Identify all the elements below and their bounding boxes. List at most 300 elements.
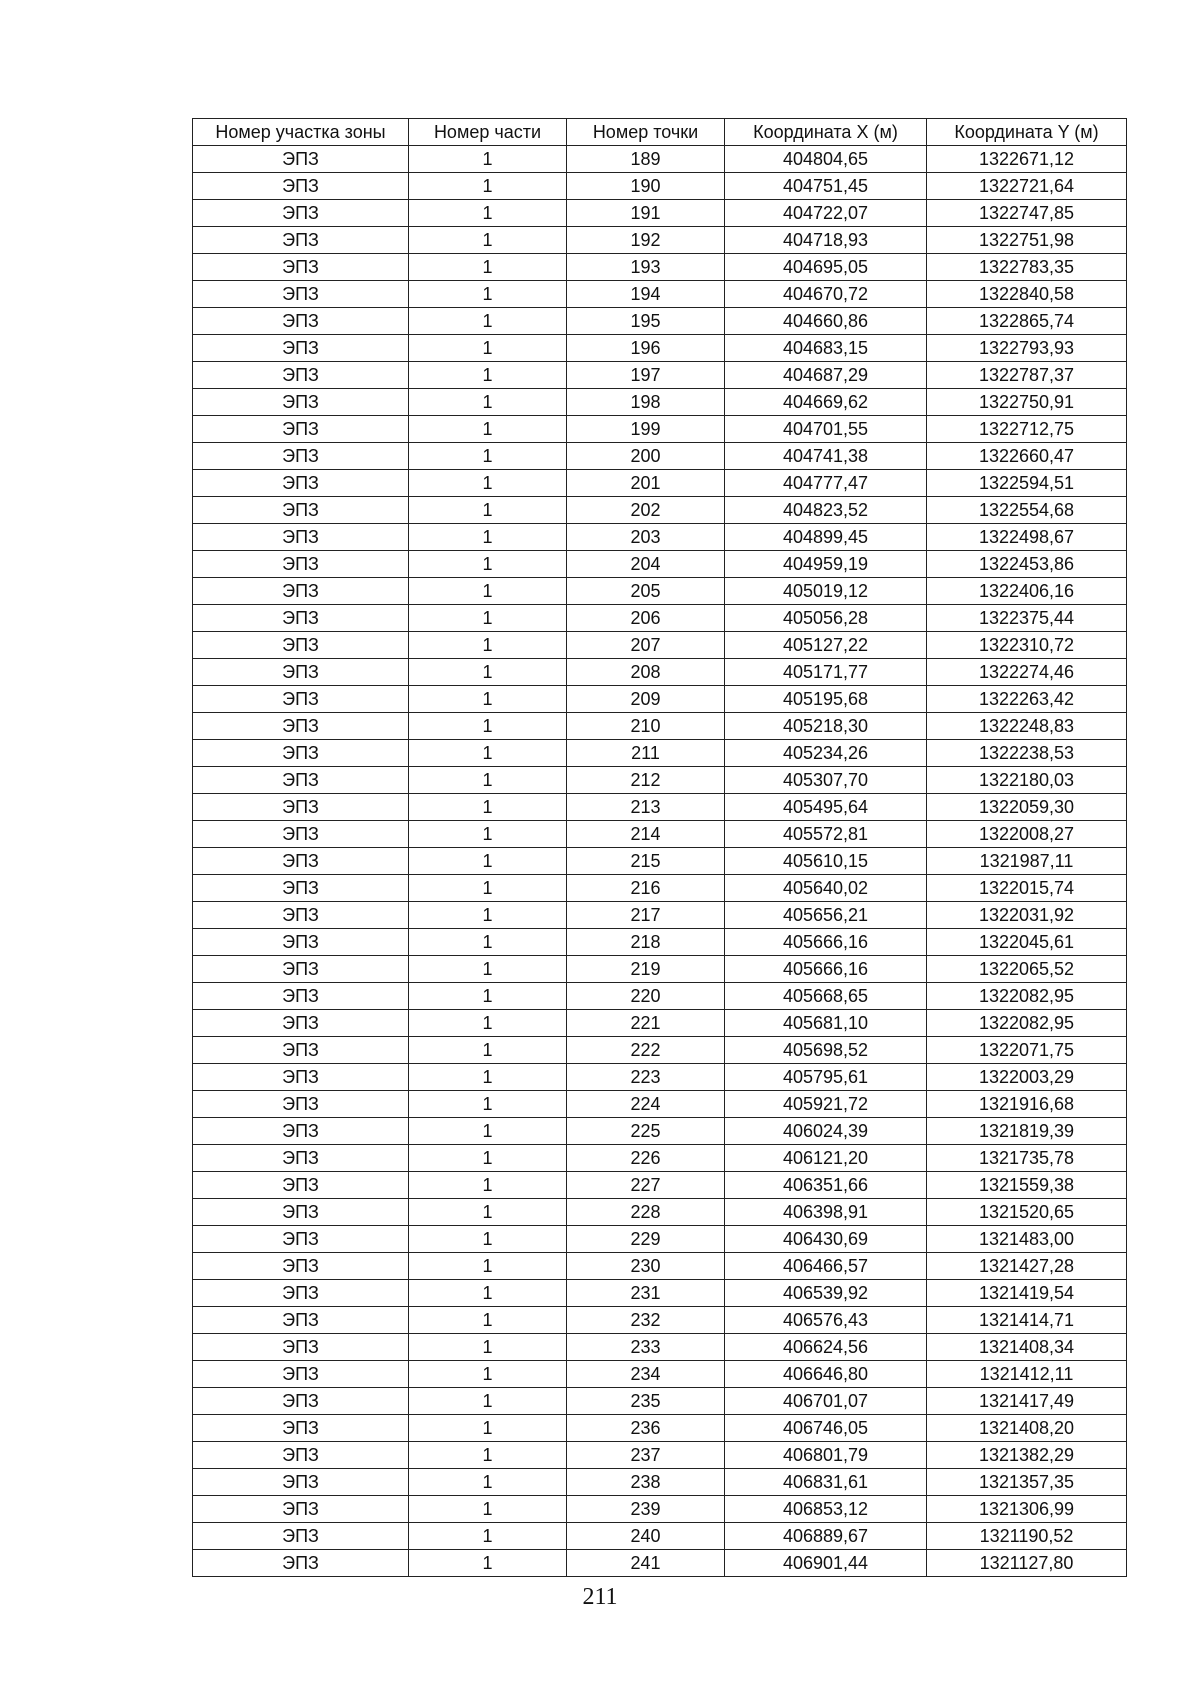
zone-section-cell: ЭПЗ: [193, 1415, 409, 1442]
coordinate-x-cell: 406576,43: [725, 1307, 927, 1334]
part-number-cell: 1: [409, 389, 567, 416]
point-number-cell: 212: [567, 767, 725, 794]
header-coordinate-y: Координата Y (м): [927, 119, 1127, 146]
point-number-cell: 189: [567, 146, 725, 173]
table-row: [193, 497, 1127, 524]
coordinate-x-cell: 405668,65: [725, 983, 927, 1010]
point-number-cell: 232: [567, 1307, 725, 1334]
coordinate-y-cell: 1321190,52: [927, 1523, 1127, 1550]
part-number-cell: 1: [409, 443, 567, 470]
table-row: [193, 1496, 1127, 1523]
coordinate-y-cell: 1322082,95: [927, 983, 1127, 1010]
coordinate-x-cell: 404670,72: [725, 281, 927, 308]
table-row: [193, 821, 1127, 848]
coordinate-y-cell: 1322248,83: [927, 713, 1127, 740]
coordinate-y-cell: 1322498,67: [927, 524, 1127, 551]
part-number-cell: 1: [409, 1523, 567, 1550]
zone-section-cell: ЭПЗ: [193, 1442, 409, 1469]
point-number-cell: 214: [567, 821, 725, 848]
coordinate-y-cell: 1322660,47: [927, 443, 1127, 470]
part-number-cell: 1: [409, 1253, 567, 1280]
coordinate-x-cell: 405795,61: [725, 1064, 927, 1091]
point-number-cell: 230: [567, 1253, 725, 1280]
zone-section-cell: ЭПЗ: [193, 200, 409, 227]
coordinate-y-cell: 1322065,52: [927, 956, 1127, 983]
point-number-cell: 211: [567, 740, 725, 767]
coordinate-y-cell: 1322015,74: [927, 875, 1127, 902]
part-number-cell: 1: [409, 1064, 567, 1091]
table-row: [193, 200, 1127, 227]
point-number-cell: 195: [567, 308, 725, 335]
coordinate-x-cell: 404899,45: [725, 524, 927, 551]
coordinate-y-cell: 1322071,75: [927, 1037, 1127, 1064]
table-row: [193, 254, 1127, 281]
point-number-cell: 201: [567, 470, 725, 497]
table-row: [193, 389, 1127, 416]
table-row: [193, 605, 1127, 632]
table-row: [193, 1118, 1127, 1145]
part-number-cell: 1: [409, 794, 567, 821]
coordinate-x-cell: 404687,29: [725, 362, 927, 389]
header-row: [193, 119, 1127, 146]
zone-section-cell: ЭПЗ: [193, 929, 409, 956]
table-row: [193, 1523, 1127, 1550]
point-number-cell: 225: [567, 1118, 725, 1145]
coordinate-x-cell: 405307,70: [725, 767, 927, 794]
part-number-cell: 1: [409, 1037, 567, 1064]
part-number-cell: 1: [409, 848, 567, 875]
zone-section-cell: ЭПЗ: [193, 1253, 409, 1280]
coordinate-x-cell: 404683,15: [725, 335, 927, 362]
coordinate-x-cell: 406024,39: [725, 1118, 927, 1145]
table-row: [193, 1550, 1127, 1577]
coordinate-y-cell: 1322750,91: [927, 389, 1127, 416]
table-row: [193, 173, 1127, 200]
zone-section-cell: ЭПЗ: [193, 713, 409, 740]
coordinate-x-cell: 405495,64: [725, 794, 927, 821]
part-number-cell: 1: [409, 1388, 567, 1415]
point-number-cell: 233: [567, 1334, 725, 1361]
point-number-cell: 237: [567, 1442, 725, 1469]
table-row: [193, 659, 1127, 686]
point-number-cell: 231: [567, 1280, 725, 1307]
table-row: [193, 1037, 1127, 1064]
zone-section-cell: ЭПЗ: [193, 605, 409, 632]
part-number-cell: 1: [409, 1442, 567, 1469]
coordinate-x-cell: 406701,07: [725, 1388, 927, 1415]
zone-section-cell: ЭПЗ: [193, 1334, 409, 1361]
part-number-cell: 1: [409, 497, 567, 524]
point-number-cell: 219: [567, 956, 725, 983]
part-number-cell: 1: [409, 1145, 567, 1172]
zone-section-cell: ЭПЗ: [193, 686, 409, 713]
table-row: [193, 1091, 1127, 1118]
point-number-cell: 196: [567, 335, 725, 362]
coordinate-x-cell: 405056,28: [725, 605, 927, 632]
point-number-cell: 223: [567, 1064, 725, 1091]
part-number-cell: 1: [409, 929, 567, 956]
coordinate-y-cell: 1322594,51: [927, 470, 1127, 497]
point-number-cell: 208: [567, 659, 725, 686]
coordinate-x-cell: 406121,20: [725, 1145, 927, 1172]
table-row: [193, 1334, 1127, 1361]
point-number-cell: 193: [567, 254, 725, 281]
coordinate-x-cell: 404823,52: [725, 497, 927, 524]
coordinate-y-cell: 1322008,27: [927, 821, 1127, 848]
coordinate-y-cell: 1321419,54: [927, 1280, 1127, 1307]
point-number-cell: 218: [567, 929, 725, 956]
zone-section-cell: ЭПЗ: [193, 524, 409, 551]
table-row: [193, 1307, 1127, 1334]
point-number-cell: 192: [567, 227, 725, 254]
part-number-cell: 1: [409, 875, 567, 902]
part-number-cell: 1: [409, 470, 567, 497]
point-number-cell: 203: [567, 524, 725, 551]
table-row: [193, 1388, 1127, 1415]
coordinate-x-cell: 405572,81: [725, 821, 927, 848]
coordinate-x-cell: 405019,12: [725, 578, 927, 605]
zone-section-cell: ЭПЗ: [193, 1145, 409, 1172]
coordinate-y-cell: 1321483,00: [927, 1226, 1127, 1253]
table-row: [193, 578, 1127, 605]
part-number-cell: 1: [409, 1118, 567, 1145]
part-number-cell: 1: [409, 416, 567, 443]
header-zone-section: Номер участка зоны: [193, 119, 409, 146]
table-row: [193, 443, 1127, 470]
point-number-cell: 222: [567, 1037, 725, 1064]
point-number-cell: 220: [567, 983, 725, 1010]
table-row: [193, 1469, 1127, 1496]
coordinate-y-cell: 1322406,16: [927, 578, 1127, 605]
table-row: [193, 1253, 1127, 1280]
table-row: [193, 551, 1127, 578]
table-row: [193, 1064, 1127, 1091]
part-number-cell: 1: [409, 1226, 567, 1253]
coordinate-y-cell: 1322865,74: [927, 308, 1127, 335]
zone-section-cell: ЭПЗ: [193, 821, 409, 848]
part-number-cell: 1: [409, 200, 567, 227]
coordinate-x-cell: 406430,69: [725, 1226, 927, 1253]
coordinate-y-cell: 1322274,46: [927, 659, 1127, 686]
zone-section-cell: ЭПЗ: [193, 1226, 409, 1253]
coordinate-y-cell: 1322721,64: [927, 173, 1127, 200]
part-number-cell: 1: [409, 659, 567, 686]
table-row: [193, 524, 1127, 551]
part-number-cell: 1: [409, 1550, 567, 1577]
coordinate-y-cell: 1322375,44: [927, 605, 1127, 632]
zone-section-cell: ЭПЗ: [193, 1469, 409, 1496]
coordinate-x-cell: 404718,93: [725, 227, 927, 254]
part-number-cell: 1: [409, 686, 567, 713]
part-number-cell: 1: [409, 605, 567, 632]
part-number-cell: 1: [409, 1415, 567, 1442]
zone-section-cell: ЭПЗ: [193, 497, 409, 524]
zone-section-cell: ЭПЗ: [193, 578, 409, 605]
coordinate-x-cell: 405218,30: [725, 713, 927, 740]
coordinate-y-cell: 1322671,12: [927, 146, 1127, 173]
part-number-cell: 1: [409, 1199, 567, 1226]
zone-section-cell: ЭПЗ: [193, 254, 409, 281]
coordinate-y-cell: 1322003,29: [927, 1064, 1127, 1091]
table-header: [193, 119, 1127, 146]
zone-section-cell: ЭПЗ: [193, 227, 409, 254]
coordinate-y-cell: 1321412,11: [927, 1361, 1127, 1388]
table-body: [193, 146, 1127, 1577]
coordinate-y-cell: 1322453,86: [927, 551, 1127, 578]
table-row: [193, 740, 1127, 767]
coordinate-x-cell: 405698,52: [725, 1037, 927, 1064]
coordinates-table: [192, 118, 1127, 1577]
coordinate-x-cell: 404777,47: [725, 470, 927, 497]
header-part-number: Номер части: [409, 119, 567, 146]
coordinate-y-cell: 1321427,28: [927, 1253, 1127, 1280]
point-number-cell: 217: [567, 902, 725, 929]
part-number-cell: 1: [409, 983, 567, 1010]
part-number-cell: 1: [409, 1010, 567, 1037]
header-point-number: Номер точки: [567, 119, 725, 146]
zone-section-cell: ЭПЗ: [193, 1388, 409, 1415]
point-number-cell: 215: [567, 848, 725, 875]
coordinate-y-cell: 1321916,68: [927, 1091, 1127, 1118]
point-number-cell: 213: [567, 794, 725, 821]
part-number-cell: 1: [409, 173, 567, 200]
coordinate-x-cell: 406801,79: [725, 1442, 927, 1469]
coordinate-x-cell: 404804,65: [725, 146, 927, 173]
zone-section-cell: ЭПЗ: [193, 308, 409, 335]
part-number-cell: 1: [409, 821, 567, 848]
table-row: [193, 875, 1127, 902]
zone-section-cell: ЭПЗ: [193, 416, 409, 443]
coordinate-y-cell: 1322840,58: [927, 281, 1127, 308]
coordinate-x-cell: 406831,61: [725, 1469, 927, 1496]
point-number-cell: 200: [567, 443, 725, 470]
coordinate-y-cell: 1322263,42: [927, 686, 1127, 713]
coordinate-y-cell: 1321414,71: [927, 1307, 1127, 1334]
coordinate-y-cell: 1321417,49: [927, 1388, 1127, 1415]
part-number-cell: 1: [409, 254, 567, 281]
zone-section-cell: ЭПЗ: [193, 146, 409, 173]
table-row: [193, 416, 1127, 443]
zone-section-cell: ЭПЗ: [193, 1010, 409, 1037]
zone-section-cell: ЭПЗ: [193, 1172, 409, 1199]
coordinate-x-cell: 404959,19: [725, 551, 927, 578]
table-row: [193, 767, 1127, 794]
header-coordinate-x: Координата X (м): [725, 119, 927, 146]
coordinate-x-cell: 405171,77: [725, 659, 927, 686]
coordinate-x-cell: 406889,67: [725, 1523, 927, 1550]
point-number-cell: 198: [567, 389, 725, 416]
coordinate-x-cell: 405681,10: [725, 1010, 927, 1037]
table-row: [193, 1226, 1127, 1253]
point-number-cell: 240: [567, 1523, 725, 1550]
part-number-cell: 1: [409, 1496, 567, 1523]
coordinate-x-cell: 404741,38: [725, 443, 927, 470]
zone-section-cell: ЭПЗ: [193, 1523, 409, 1550]
table-row: [193, 362, 1127, 389]
part-number-cell: 1: [409, 902, 567, 929]
part-number-cell: 1: [409, 713, 567, 740]
zone-section-cell: ЭПЗ: [193, 1550, 409, 1577]
zone-section-cell: ЭПЗ: [193, 443, 409, 470]
point-number-cell: 191: [567, 200, 725, 227]
zone-section-cell: ЭПЗ: [193, 1307, 409, 1334]
point-number-cell: 238: [567, 1469, 725, 1496]
coordinate-x-cell: 404660,86: [725, 308, 927, 335]
coordinate-x-cell: 406351,66: [725, 1172, 927, 1199]
coordinate-y-cell: 1322059,30: [927, 794, 1127, 821]
table-row: [193, 1280, 1127, 1307]
coordinate-y-cell: 1322238,53: [927, 740, 1127, 767]
table-row: [193, 1199, 1127, 1226]
zone-section-cell: ЭПЗ: [193, 335, 409, 362]
table-row: [193, 146, 1127, 173]
part-number-cell: 1: [409, 362, 567, 389]
point-number-cell: 204: [567, 551, 725, 578]
zone-section-cell: ЭПЗ: [193, 1037, 409, 1064]
part-number-cell: 1: [409, 308, 567, 335]
coordinate-y-cell: 1322180,03: [927, 767, 1127, 794]
table-row: [193, 1442, 1127, 1469]
zone-section-cell: ЭПЗ: [193, 902, 409, 929]
part-number-cell: 1: [409, 524, 567, 551]
coordinate-y-cell: 1322747,85: [927, 200, 1127, 227]
point-number-cell: 202: [567, 497, 725, 524]
table-row: [193, 632, 1127, 659]
coordinate-y-cell: 1322793,93: [927, 335, 1127, 362]
table-row: [193, 794, 1127, 821]
coordinate-y-cell: 1322082,95: [927, 1010, 1127, 1037]
part-number-cell: 1: [409, 551, 567, 578]
part-number-cell: 1: [409, 1469, 567, 1496]
table-row: [193, 1172, 1127, 1199]
table-row: [193, 956, 1127, 983]
part-number-cell: 1: [409, 632, 567, 659]
coordinate-y-cell: 1321127,80: [927, 1550, 1127, 1577]
coordinate-x-cell: 405666,16: [725, 956, 927, 983]
coordinate-y-cell: 1322031,92: [927, 902, 1127, 929]
zone-section-cell: ЭПЗ: [193, 173, 409, 200]
point-number-cell: 221: [567, 1010, 725, 1037]
table-row: [193, 281, 1127, 308]
part-number-cell: 1: [409, 281, 567, 308]
point-number-cell: 206: [567, 605, 725, 632]
point-number-cell: 194: [567, 281, 725, 308]
coordinate-x-cell: 405127,22: [725, 632, 927, 659]
point-number-cell: 224: [567, 1091, 725, 1118]
point-number-cell: 210: [567, 713, 725, 740]
point-number-cell: 197: [567, 362, 725, 389]
coordinate-y-cell: 1322310,72: [927, 632, 1127, 659]
table-row: [193, 308, 1127, 335]
coordinate-x-cell: 404722,07: [725, 200, 927, 227]
zone-section-cell: ЭПЗ: [193, 470, 409, 497]
point-number-cell: 227: [567, 1172, 725, 1199]
zone-section-cell: ЭПЗ: [193, 875, 409, 902]
table-row: [193, 1010, 1127, 1037]
part-number-cell: 1: [409, 956, 567, 983]
coordinate-y-cell: 1322712,75: [927, 416, 1127, 443]
table-row: [193, 1361, 1127, 1388]
zone-section-cell: ЭПЗ: [193, 362, 409, 389]
zone-section-cell: ЭПЗ: [193, 1064, 409, 1091]
coordinate-x-cell: 405666,16: [725, 929, 927, 956]
point-number-cell: 209: [567, 686, 725, 713]
coordinate-x-cell: 406466,57: [725, 1253, 927, 1280]
coordinate-x-cell: 406746,05: [725, 1415, 927, 1442]
zone-section-cell: ЭПЗ: [193, 389, 409, 416]
coordinate-x-cell: 404669,62: [725, 389, 927, 416]
zone-section-cell: ЭПЗ: [193, 848, 409, 875]
zone-section-cell: ЭПЗ: [193, 659, 409, 686]
table-row: [193, 929, 1127, 956]
table-row: [193, 983, 1127, 1010]
zone-section-cell: ЭПЗ: [193, 740, 409, 767]
zone-section-cell: ЭПЗ: [193, 1118, 409, 1145]
table-row: [193, 686, 1127, 713]
coordinate-x-cell: 406624,56: [725, 1334, 927, 1361]
coordinate-x-cell: 405195,68: [725, 686, 927, 713]
zone-section-cell: ЭПЗ: [193, 1091, 409, 1118]
coordinate-y-cell: 1321357,35: [927, 1469, 1127, 1496]
point-number-cell: 241: [567, 1550, 725, 1577]
point-number-cell: 236: [567, 1415, 725, 1442]
coordinate-x-cell: 406646,80: [725, 1361, 927, 1388]
zone-section-cell: ЭПЗ: [193, 1199, 409, 1226]
coordinate-x-cell: 405656,21: [725, 902, 927, 929]
zone-section-cell: ЭПЗ: [193, 1496, 409, 1523]
part-number-cell: 1: [409, 1361, 567, 1388]
part-number-cell: 1: [409, 227, 567, 254]
coordinate-y-cell: 1321819,39: [927, 1118, 1127, 1145]
coordinate-x-cell: 404751,45: [725, 173, 927, 200]
part-number-cell: 1: [409, 1172, 567, 1199]
point-number-cell: 239: [567, 1496, 725, 1523]
coordinate-x-cell: 405921,72: [725, 1091, 927, 1118]
table-row: [193, 227, 1127, 254]
coordinate-x-cell: 406853,12: [725, 1496, 927, 1523]
coordinate-y-cell: 1322787,37: [927, 362, 1127, 389]
part-number-cell: 1: [409, 146, 567, 173]
coordinate-x-cell: 404695,05: [725, 254, 927, 281]
part-number-cell: 1: [409, 767, 567, 794]
coordinate-y-cell: 1321382,29: [927, 1442, 1127, 1469]
coordinate-y-cell: 1321520,65: [927, 1199, 1127, 1226]
point-number-cell: 234: [567, 1361, 725, 1388]
coordinate-y-cell: 1321987,11: [927, 848, 1127, 875]
zone-section-cell: ЭПЗ: [193, 983, 409, 1010]
point-number-cell: 205: [567, 578, 725, 605]
table-row: [193, 848, 1127, 875]
point-number-cell: 190: [567, 173, 725, 200]
zone-section-cell: ЭПЗ: [193, 956, 409, 983]
point-number-cell: 199: [567, 416, 725, 443]
part-number-cell: 1: [409, 1091, 567, 1118]
table-row: [193, 713, 1127, 740]
zone-section-cell: ЭПЗ: [193, 281, 409, 308]
coordinate-y-cell: 1321735,78: [927, 1145, 1127, 1172]
coordinate-y-cell: 1322783,35: [927, 254, 1127, 281]
coordinate-y-cell: 1322045,61: [927, 929, 1127, 956]
point-number-cell: 216: [567, 875, 725, 902]
zone-section-cell: ЭПЗ: [193, 551, 409, 578]
part-number-cell: 1: [409, 740, 567, 767]
table-row: [193, 1415, 1127, 1442]
coordinate-y-cell: 1321559,38: [927, 1172, 1127, 1199]
coordinate-x-cell: 405234,26: [725, 740, 927, 767]
coordinate-x-cell: 406398,91: [725, 1199, 927, 1226]
coordinate-x-cell: 405610,15: [725, 848, 927, 875]
coordinate-y-cell: 1321306,99: [927, 1496, 1127, 1523]
